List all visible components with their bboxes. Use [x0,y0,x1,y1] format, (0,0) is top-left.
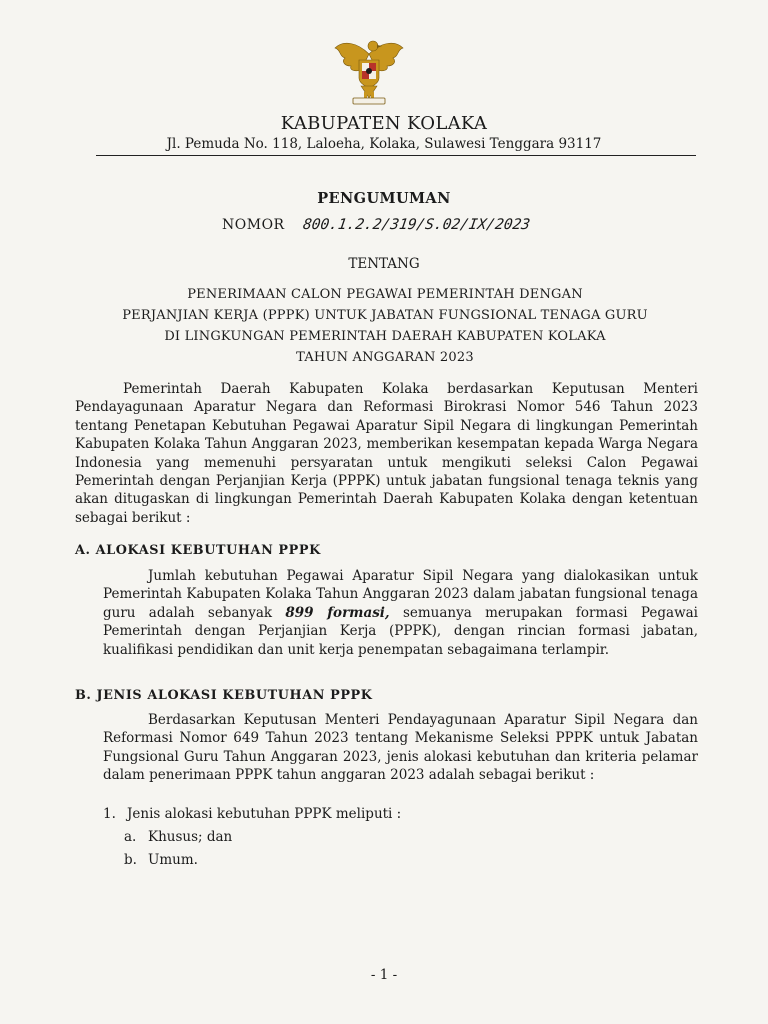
formation-count: 899 formasi, [285,604,390,621]
list-item-text: Jenis alokasi kebutuhan PPPK meliputi : [127,806,402,822]
list-marker: a. [124,829,137,845]
about-label: TENTANG [348,256,420,272]
number-value: 800.1.2.2/319/S.02/IX/2023 [301,217,532,233]
letterhead-divider [96,155,696,156]
page-number: - 1 - [370,967,398,983]
list-item-text: Khusus; dan [148,829,233,845]
list-marker: b. [124,852,137,868]
sub-list-item [124,852,198,868]
garuda-emblem-icon [331,34,407,110]
subject-line: DI LINGKUNGAN PEMERINTAH DAERAH KABUPATEN KOLAKA [164,329,606,344]
number-label: NOMOR [222,217,285,233]
subject-line: PENERIMAAN CALON PEGAWAI PEMERINTAH DENGAN [187,287,583,302]
section-a-paragraph [103,567,698,659]
office-address: Jl. Pemuda No. 118, Laloeha, Kolaka, Sulawesi Tenggara 93117 [166,136,602,152]
document-number [222,217,530,233]
intro-paragraph: Pemerintah Daerah Kabupaten Kolaka berdasarkan Keputusan Menteri Pendayagunaan Aparatur Negara dan Reformasi Birokrasi Nomor 546 Tahun 2023 tentang Penetapan Kebutuhan Pegawai Aparatur Sipil Negara di lingkungan Pemerintah Kabupaten Kolaka Tahun Anggaran 2023, memberikan kesempatan kepada Warga Negara Indonesia yang memenuhi persyaratan untuk mengikuti seleksi Calon Pegawai Pemerintah dengan Perjanjian Kerja (PPPK) untuk jabatan fungsional tenaga teknis yang akan ditugaskan di lingkungan Pemerintah Daerah Kabupaten Kolaka dengan ketentuan sebagai berikut : [75,381,698,526]
sub-list-item [124,829,232,845]
section-b-paragraph: Berdasarkan Keputusan Menteri Pendayagunaan Aparatur Sipil Negara dan Reformasi Nomor 649 Tahun 2023 tentang Mekanisme Seleksi PPPK untuk Jabatan Fungsional Guru Tahun Anggaran 2023, jenis alokasi kebutuhan dan kriteria pelamar dalam penerimaan PPPK tahun anggaran 2023 adalah sebagai berikut : [103,712,698,784]
section-b-heading: B. JENIS ALOKASI KEBUTUHAN PPPK [75,688,373,703]
list-marker: 1. [103,806,116,822]
document-title: PENGUMUMAN [317,190,451,207]
section-a-text-after: semuanya merupakan formasi Pegawai Pemerintah dengan Perjanjian Kerja (PPPK), dengan rincian formasi jabatan, kualifikasi pendidikan dan unit kerja penempatan sebagaimana terlampir. [103,604,698,658]
subject-line: PERJANJIAN KERJA (PPPK) UNTUK JABATAN FUNGSIONAL TENAGA GURU [122,308,648,323]
list-item-text: Umum. [148,852,198,868]
section-a-heading: A. ALOKASI KEBUTUHAN PPPK [75,543,321,558]
subject-line: TAHUN ANGGARAN 2023 [296,350,474,365]
regency-name: KABUPATEN KOLAKA [280,113,488,134]
announcement-subject [90,284,680,368]
section-a-text-before: Jumlah kebutuhan Pegawai Aparatur Sipil Negara yang dialokasikan untuk Pemerintah Kabupaten Kolaka Tahun Anggaran 2023 dalam jabatan fungsional tenaga guru adalah sebanyak [103,568,698,621]
list-item [103,806,401,822]
